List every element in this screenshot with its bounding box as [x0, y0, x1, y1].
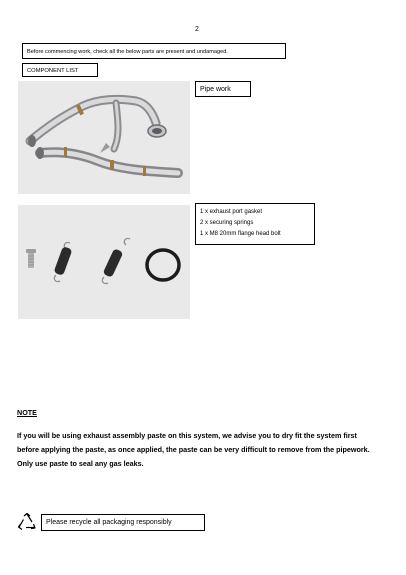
- pipe-work-label: Pipe work: [195, 81, 251, 97]
- parts-list: [195, 203, 315, 245]
- parts-list-item: 1 x exhaust port gasket: [200, 209, 263, 215]
- small-parts-photo: [18, 205, 190, 319]
- page-number: 2: [195, 26, 199, 33]
- spring-image-2: [102, 238, 130, 283]
- spring-image-1: [54, 242, 73, 281]
- recycle-notice: Please recycle all packaging responsibly: [41, 514, 205, 531]
- gasket-image: [147, 250, 179, 280]
- pipe-work-photo: [18, 81, 190, 194]
- intro-notice: Before commencing work, check all the below parts are present and undamaged.: [22, 43, 286, 59]
- bolt-image: [26, 249, 36, 268]
- recycle-icon: [17, 512, 37, 532]
- parts-list-item: 1 x M8 20mm flange head bolt: [200, 231, 281, 237]
- note-heading: NOTE: [17, 408, 37, 417]
- note-body: If you will be using exhaust assembly paste on this system, we advise you to dry fit the system first before applying the paste, as once applied, the paste can be very difficult to remove from the pipework. Only use paste to seal any gas leaks.: [17, 431, 370, 468]
- parts-list-item: 2 x securing springs: [200, 220, 254, 226]
- component-list-heading: COMPONENT LIST: [22, 63, 98, 77]
